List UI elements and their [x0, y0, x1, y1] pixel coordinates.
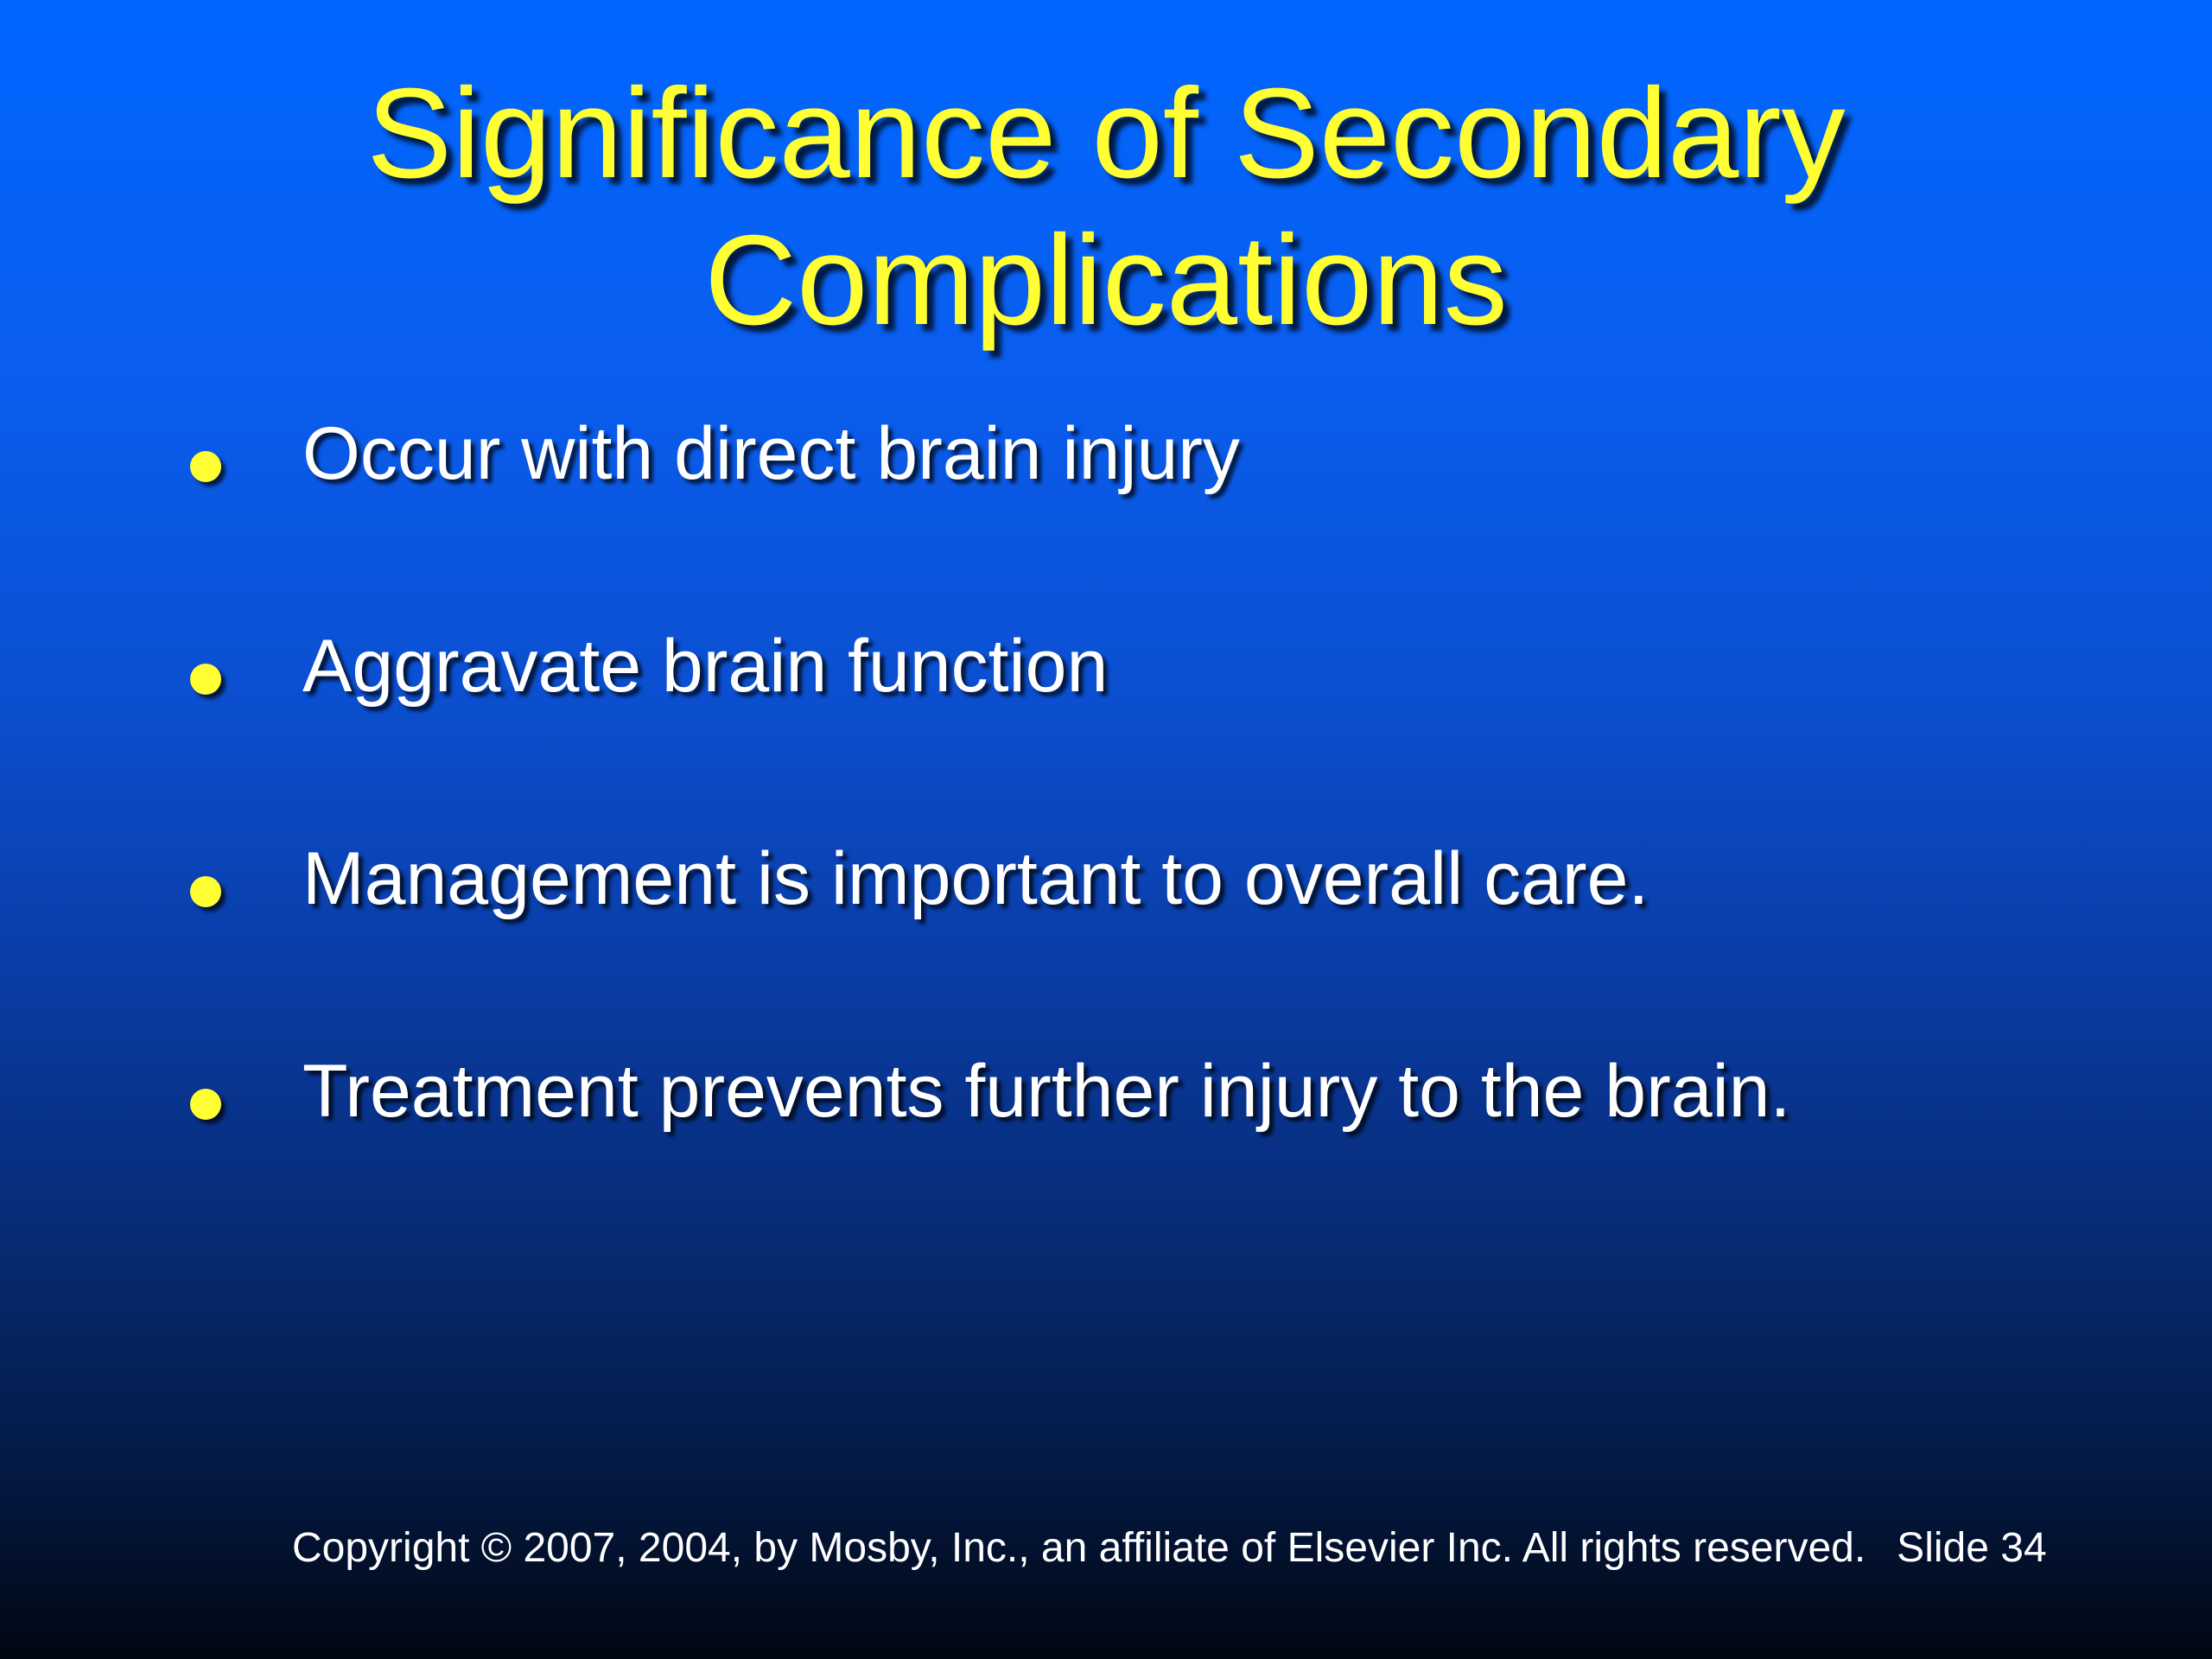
slide-footer — [292, 1522, 2047, 1574]
bullet-dot-icon — [190, 876, 221, 907]
bullet-text: Aggravate brain function — [302, 625, 1109, 708]
bullet-dot-icon — [190, 1089, 221, 1120]
bullet-item — [190, 619, 2091, 831]
bullet-text: Treatment prevents further injury to the brain. — [302, 1050, 1791, 1133]
bullet-text: Occur with direct brain injury — [302, 412, 1240, 495]
bullet-text: Management is important to overall care. — [302, 837, 1649, 920]
slide-title — [0, 60, 2212, 354]
slide-title-line-2: Complications — [704, 209, 1508, 352]
bullet-dot-icon — [190, 664, 221, 695]
bullet-item — [190, 831, 2091, 1044]
bullet-item — [190, 1044, 2091, 1256]
slide-number: Slide 34 — [1897, 1525, 2047, 1571]
bullet-item — [190, 406, 2091, 619]
bullet-dot-icon — [190, 451, 221, 482]
bullet-list — [190, 406, 2091, 1256]
copyright-text: Copyright © 2007, 2004, by Mosby, Inc., an affiliate of Elsevier Inc. All rights reserved. — [292, 1525, 1866, 1571]
slide-title-line-1: Significance of Secondary — [366, 62, 1846, 205]
